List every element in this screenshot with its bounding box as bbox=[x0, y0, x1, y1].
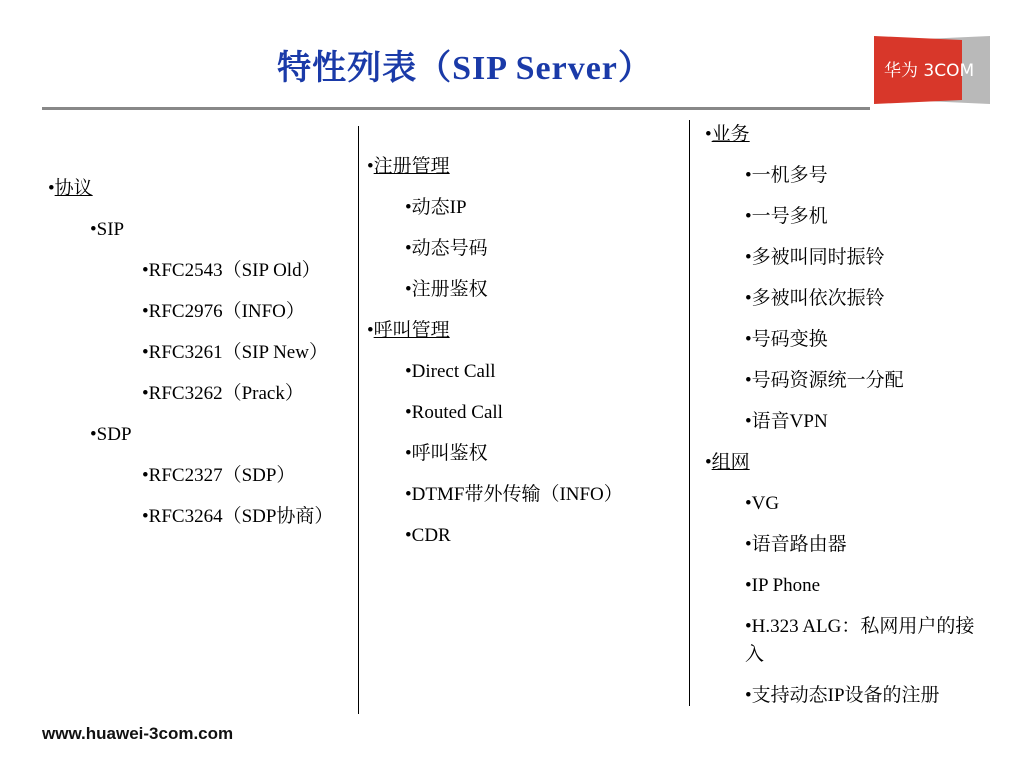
list-item: •多被叫依次振铃 bbox=[745, 288, 885, 309]
slide-title: 特性列表（SIP Server） bbox=[277, 50, 653, 87]
list-item: •语音路由器 bbox=[745, 534, 847, 555]
list-item: •RFC3261（SIP New） bbox=[142, 342, 328, 363]
list-heading-networking: •组网 bbox=[705, 452, 750, 473]
list-item: •RFC3262（Prack） bbox=[142, 383, 304, 404]
list-item: •IP Phone bbox=[745, 575, 821, 596]
list-heading-protocol: •协议 bbox=[48, 178, 93, 199]
list-item: •RFC2327（SDP） bbox=[142, 465, 296, 486]
list-item: •RFC3264（SDP协商） bbox=[142, 506, 334, 527]
list-item: •支持动态IP设备的注册 bbox=[745, 685, 940, 706]
list-heading-call-management: •呼叫管理 bbox=[367, 320, 450, 341]
huawei-3com-logo bbox=[874, 36, 990, 104]
list-item: •RFC2543（SIP Old） bbox=[142, 260, 321, 281]
list-heading-services: •业务 bbox=[705, 124, 750, 145]
list-item: •DTMF带外传输（INFO） bbox=[405, 484, 623, 505]
footer-url: www.huawei-3com.com bbox=[42, 724, 234, 743]
list-item: •VG bbox=[745, 493, 780, 514]
list-item: •RFC2976（INFO） bbox=[142, 301, 305, 322]
list-heading-registration: •注册管理 bbox=[367, 156, 450, 177]
list-item: •SDP bbox=[90, 424, 132, 445]
list-item: •H.323 ALG：私网用户的接 bbox=[745, 616, 975, 637]
list-item: •CDR bbox=[405, 525, 451, 546]
list-item: •号码资源统一分配 bbox=[745, 370, 904, 391]
list-item: •号码变换 bbox=[745, 329, 828, 350]
list-item: •SIP bbox=[90, 219, 125, 240]
logo-text: 华为 3COM bbox=[884, 61, 975, 81]
list-item: •多被叫同时振铃 bbox=[745, 247, 885, 268]
column-divider-2 bbox=[689, 120, 690, 706]
list-item: •动态IP bbox=[405, 197, 467, 218]
list-item: •一机多号 bbox=[745, 165, 828, 186]
title-divider bbox=[42, 107, 870, 110]
list-item: •呼叫鉴权 bbox=[405, 443, 488, 464]
list-item: •一号多机 bbox=[745, 206, 828, 227]
list-item-continuation: 入 bbox=[745, 644, 765, 665]
column-divider-1 bbox=[358, 126, 359, 714]
list-item: •Routed Call bbox=[405, 402, 503, 423]
list-item: •动态号码 bbox=[405, 238, 488, 259]
list-item: •注册鉴权 bbox=[405, 279, 488, 300]
list-item: •Direct Call bbox=[405, 361, 496, 382]
list-item: •语音VPN bbox=[745, 411, 828, 432]
